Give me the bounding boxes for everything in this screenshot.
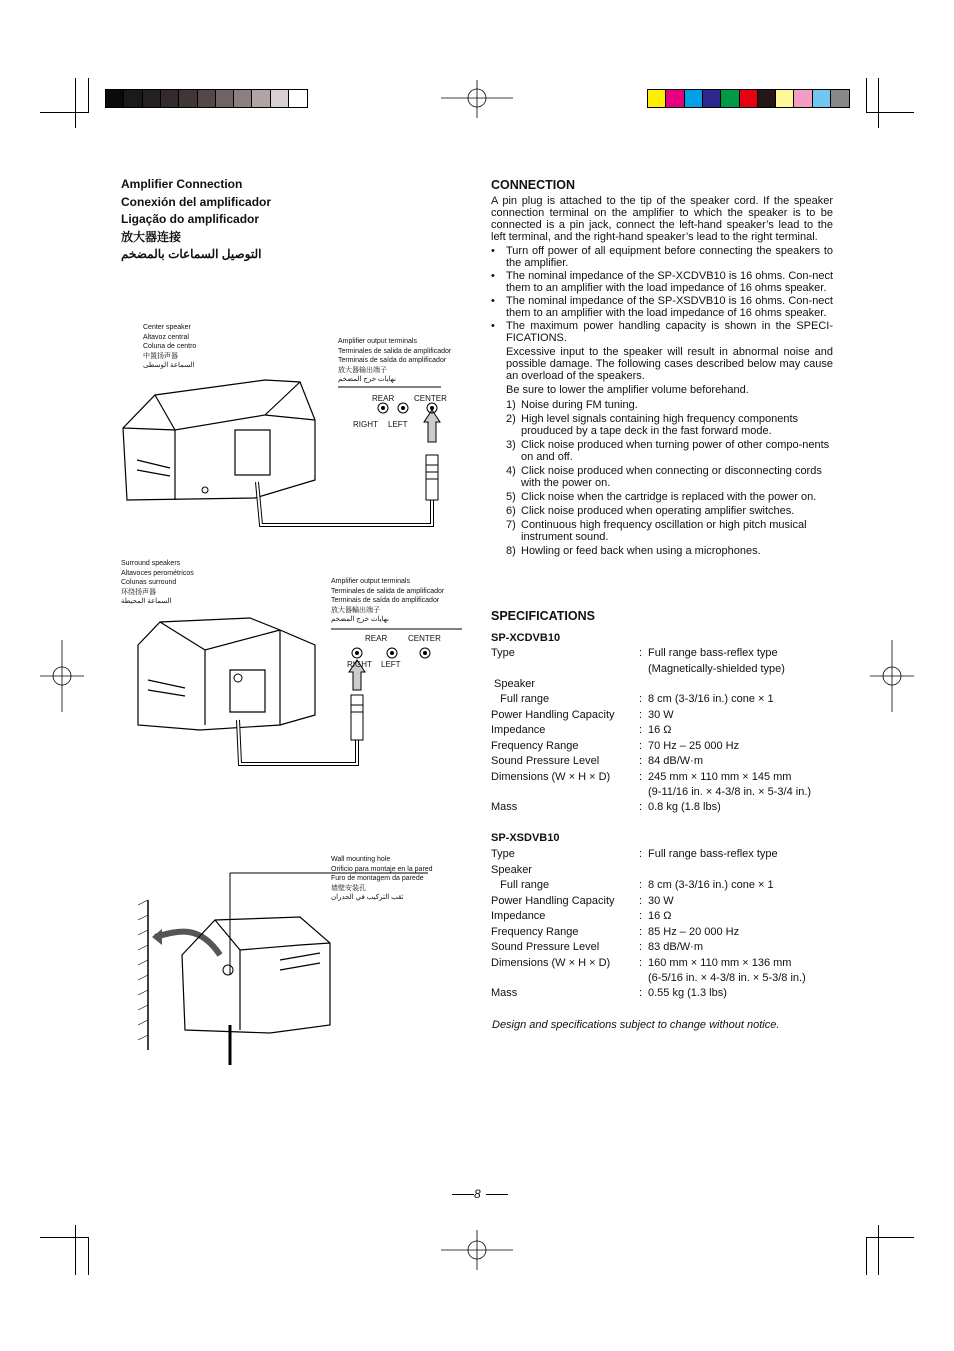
fig2-left-label: LEFT (381, 660, 401, 669)
fig2-surround-speaker-diagram (130, 600, 470, 770)
fig1-left-label: LEFT (388, 420, 408, 429)
model1-name: SP-XCDVB10 (491, 632, 561, 644)
fig2-rear-label: REAR (365, 634, 388, 643)
color-bar-swatch (702, 89, 722, 108)
gray-bar-swatch (215, 89, 235, 108)
page-number-rule-right (486, 1194, 508, 1195)
spec-colon: : (639, 801, 643, 813)
heading-zh: 放大器连接 (121, 229, 182, 244)
spec-value: 16 Ω (648, 910, 672, 922)
spec-value: 30 W (648, 894, 674, 907)
spec-row (491, 971, 831, 986)
spec-value: 70 Hz – 25 000 Hz (648, 739, 740, 752)
bullet-item: • The nominal impedance of the SP-XCDVB10 is 16 ohms. Con-nect them to an amplifier with the load impedance of 16 ohms speaker. (491, 270, 833, 294)
bullet-item: • The maximum power handling capacity is shown in the SPECI-FICATIONS. (491, 320, 833, 344)
spec-colon: : (639, 848, 643, 860)
spec-colon: : (639, 647, 643, 659)
spec-row (491, 956, 831, 971)
spec-colon: : (639, 987, 643, 999)
spec-value: 8 cm (3-3/16 in.) cone × 1 (648, 879, 774, 891)
spec-colon: : (639, 724, 643, 736)
spec-row (491, 847, 831, 862)
gray-bar-swatch (233, 89, 253, 108)
color-bar-swatch (665, 89, 685, 108)
spec-row (491, 770, 831, 785)
spec-label: Dimensions (W × H × D) (491, 956, 611, 969)
excess-warning: Excessive input to the speaker will result in abnormal noise and possible damage. The following cases described below may cause an overload of the speakers. (506, 346, 833, 382)
gray-bar-swatch (142, 89, 162, 108)
connection-body (491, 195, 833, 559)
spec-label: Full range (491, 693, 550, 705)
spec-colon: : (639, 879, 643, 891)
fig2-speaker-label: Surround speakers Altavoces perométricos Colunas surround 环绕扬声器 السماعة المحيطة (121, 560, 194, 605)
spec-row (491, 940, 831, 955)
fig1-amp-label: Amplifier output terminals Terminales de salida de amplificador Terminais de saída do amplificador 放大器输出端子 نهايات خرج المضخم (338, 338, 452, 383)
fig1-right-label: RIGHT (353, 420, 378, 429)
bullet-item: • Turn off power of all equipment before connecting the speakers to the amplifier. (491, 245, 833, 269)
spec-colon: : (639, 739, 643, 752)
fig2-right-label: RIGHT (347, 660, 372, 669)
spec-row (491, 754, 831, 769)
spec-value: 30 W (648, 708, 674, 721)
color-bar-swatch (757, 89, 777, 108)
spec-colon: : (639, 941, 643, 953)
spec-value: 8 cm (3-3/16 in.) cone × 1 (648, 693, 774, 705)
spec-value: 0.8 kg (1.8 lbs) (648, 801, 721, 813)
spec-value: Full range bass-reflex type (648, 647, 778, 659)
fig1-center-speaker-diagram (115, 360, 475, 530)
spec-value: 160 mm × 110 mm × 136 mm (648, 956, 792, 969)
spec-row (491, 692, 831, 707)
case-item: 1) Noise during FM tuning. (506, 399, 638, 411)
spec-label: Power Handling Capacity (491, 708, 615, 721)
fig1-center-label: CENTER (414, 394, 447, 403)
heading-es: Conexión del amplificador (121, 194, 272, 209)
spec-row (491, 662, 831, 677)
color-bar-swatch (739, 89, 759, 108)
case-item: 6) Click noise produced when operating amplifier switches. (506, 505, 795, 517)
model2-name: SP-XSDVB10 (491, 832, 560, 844)
spec-label: Sound Pressure Level (491, 941, 600, 953)
spec-label: Type (491, 647, 515, 659)
spec-label: Mass (491, 987, 518, 999)
spec-row (491, 800, 831, 815)
spec-row (491, 909, 831, 924)
case-item: 4) Click noise produced when connecting or disconnecting cords with the power on. (506, 465, 822, 489)
spec-label: Sound Pressure Level (491, 755, 600, 767)
case-item: 3) Click noise produced when turning power of other compo-nents on and off. (506, 439, 830, 463)
amplifier-connection-headings (121, 176, 276, 264)
spec-label: Full range (491, 879, 550, 891)
spec-colon: : (639, 770, 643, 783)
color-bar-swatch (775, 89, 795, 108)
spec-label: Frequency Range (491, 925, 579, 938)
spec-row (491, 677, 831, 692)
spec-label: Speaker (491, 863, 532, 876)
specifications-title: SPECIFICATIONS (491, 609, 595, 623)
spec-row (491, 863, 831, 878)
spec-colon: : (639, 956, 643, 969)
spec-label: Mass (491, 801, 518, 813)
fig3-wall-mount-diagram (130, 865, 430, 1070)
spec-row (491, 739, 831, 754)
gray-bar-swatch (178, 89, 198, 108)
spec-colon: : (639, 925, 643, 938)
gray-bar-swatch (123, 89, 143, 108)
spec-value: 0.55 kg (1.3 lbs) (648, 987, 727, 999)
color-bar-swatch (812, 89, 832, 108)
connection-bullets (491, 245, 833, 344)
case-item: 2) High level signals containing high frequency components prouduced by a tape deck in the fast forward mode. (506, 413, 799, 437)
heading-en: Amplifier Connection (121, 177, 243, 191)
gray-bar-swatch (288, 89, 308, 108)
heading-pt: Ligação do amplificador (121, 212, 260, 226)
spec-label: Type (491, 848, 515, 860)
color-bar-swatch (793, 89, 813, 108)
color-bar-swatch (684, 89, 704, 108)
gray-bar-swatch (197, 89, 217, 108)
case-item: 8) Howling or feed back when using a microphones. (506, 545, 761, 557)
spec-value: (6-5/16 in. × 4-3/8 in. × 5-3/8 in.) (648, 972, 806, 984)
spec-colon: : (639, 693, 643, 705)
spec-row (491, 646, 831, 661)
spec-colon: : (639, 894, 643, 907)
gray-bar-swatch (105, 89, 125, 108)
gray-bar-swatch (251, 89, 271, 108)
fig2-amp-label: Amplifier output terminals Terminales de salida de amplificador Terminais de saída do amplificador 放大器輸出端子 نهايات خرج المضخم (331, 578, 445, 623)
bullet-item: • The nominal impedance of the SP-XSDVB10 is 16 ohms. Con-nect them to an amplifier with the load impedance of 16 ohms speaker. (491, 295, 833, 319)
gray-bar-swatch (160, 89, 180, 108)
color-bar-swatch (720, 89, 740, 108)
spec-row (491, 723, 831, 738)
spec-label: Speaker (491, 677, 536, 690)
fig2-center-label: CENTER (408, 634, 441, 643)
spec-label: Dimensions (W × H × D) (491, 770, 611, 783)
spec-value: 85 Hz – 20 000 Hz (648, 925, 740, 938)
heading-ar: التوصيل السماعات بالمضخم (121, 247, 262, 261)
spec-colon: : (639, 708, 643, 721)
spec-row (491, 894, 831, 909)
lower-volume-note: Be sure to lower the amplifier volume beforehand. (506, 384, 749, 396)
fig1-speaker-label: Center speaker Altavoz central Coluna de centro 中置扬声器 السماعة الوسطى (143, 324, 197, 369)
gray-bar-swatch (270, 89, 290, 108)
spec-label: Impedance (491, 724, 546, 736)
case-item: 5) Click noise when the cartridge is replaced with the power on. (506, 491, 817, 503)
spec-label: Power Handling Capacity (491, 894, 615, 907)
spec-value: 84 dB/W·m (648, 755, 704, 767)
page-number-rule-left (452, 1194, 474, 1195)
connection-title: CONNECTION (491, 178, 576, 192)
connection-intro: A pin plug is attached to the tip of the speaker cord. If the speaker connection terminal on the amplifier to which the speaker is to be connected is a pin jack, connect the left-hand speaker’s lead to the left terminal, and the right-hand speaker’s lead to the right terminal. (491, 195, 833, 243)
spec-row (491, 986, 831, 1001)
color-bar-swatch (647, 89, 667, 108)
case-item: 7) Continuous high frequency oscillation or high pitch musical instrument sound. (506, 519, 807, 543)
spec-row (491, 785, 831, 800)
color-bar-swatch (830, 89, 850, 108)
spec-colon: : (639, 755, 643, 767)
page-number: 8 (474, 1187, 481, 1201)
spec-value: (9-11/16 in. × 4-3/8 in. × 5-3/4 in.) (648, 786, 812, 798)
overload-cases-list (506, 399, 833, 557)
spec-value: 245 mm × 110 mm × 145 mm (648, 770, 792, 783)
spec-label: Frequency Range (491, 739, 579, 752)
spec-row (491, 878, 831, 893)
fig1-rear-label: REAR (372, 394, 395, 403)
spec-value: (Magnetically-shielded type) (648, 662, 785, 675)
spec-row (491, 708, 831, 723)
fig3-label: Wall mounting hole Orificio para montaje en la pared Furo de montagem da parede 墙壁安装孔 ثقب التركيب في الجدران (331, 856, 433, 901)
spec-value: Full range bass-reflex type (648, 848, 778, 860)
spec-value: 16 Ω (648, 724, 672, 736)
spec-colon: : (639, 910, 643, 922)
spec-row (491, 925, 831, 940)
spec-value: 83 dB/W·m (648, 941, 704, 953)
design-change-note: Design and specifications subject to change without notice. (492, 1019, 780, 1031)
spec-label: Impedance (491, 910, 546, 922)
